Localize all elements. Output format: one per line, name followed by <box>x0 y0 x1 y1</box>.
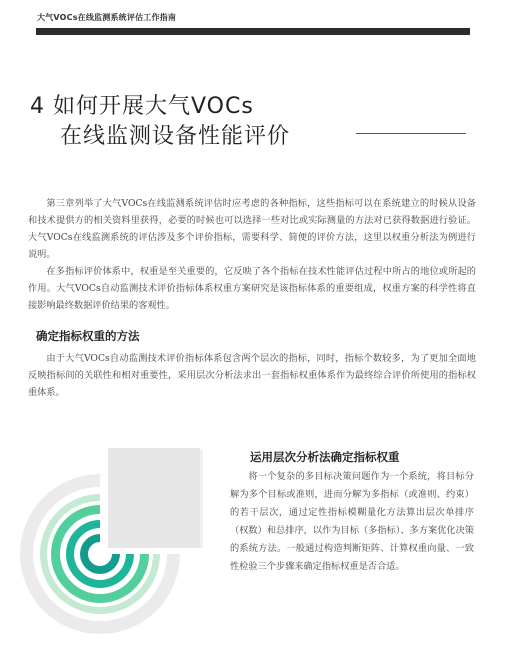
section-heading: 确定指标权重的方法 <box>36 329 140 343</box>
body-paragraph-3: 由于大气VOCs自动监测技术评价指标体系包含两个层次的指标，同时，指标个数较多，为了更加全面地反映指标间的关联性和相对重要性，采用层次分析法求出一套指标权重体系作为最终综合评价所使用的指标权重体系。 <box>28 353 476 398</box>
sidebar-paragraph: 将一个复杂的多目标决策问题作为一个系统，将目标分解为多个目标或准则，进而分解为多指标（或准则、约束）的若干层次，通过定性指标模糊量化方法算出层次单排序（权数）和总排序，以作为目标（多指标）、多方案优化决策的系统方法。一般通过构造判断矩阵、计算权重向量、一致性检验三个步骤来确定指标权重是否合适。 <box>230 471 474 572</box>
offset-grey-panel <box>108 448 200 548</box>
chapter-title-line1: 4 如何开展大气VOCs <box>30 94 254 119</box>
body-paragraph-2: 在多指标评价体系中，权重是至关重要的，它反映了各个指标在技术性能评估过程中所占的地位或所起的作用。大气VOCs自动监测技术评价指标体系权重方案研究是该指标体系的重要组成，权重方案的科学性将直接影响最终数据评价结果的客观性。 <box>28 266 476 311</box>
body-paragraph-1: 第三章列举了大气VOCs在线监测系统评估时应考虑的各种指标，这些指标可以在系统建立的时候从设备和技术提供方的相关资料里获得，必要的时候也可以选择一些对比或实际测量的方法对已获得数据进行验证。大气VOCs在线监测系统的评估涉及多个评价指标，需要科学、简便的评价方法，这里以权重分析法为例进行说明。 <box>28 198 476 260</box>
sidebar-heading: 运用层次分析法确定指标权重 <box>250 450 400 464</box>
running-header: 大气VOCs在线监测系统评估工作指南 <box>37 13 177 22</box>
chapter-title-line2: 在线监测设备性能评价 <box>60 124 291 149</box>
panel-shadow-edge <box>200 450 203 548</box>
header-bar <box>36 28 470 35</box>
concentric-rings-graphic <box>18 440 218 640</box>
title-rule <box>356 133 466 134</box>
chapter-title <box>30 92 290 152</box>
